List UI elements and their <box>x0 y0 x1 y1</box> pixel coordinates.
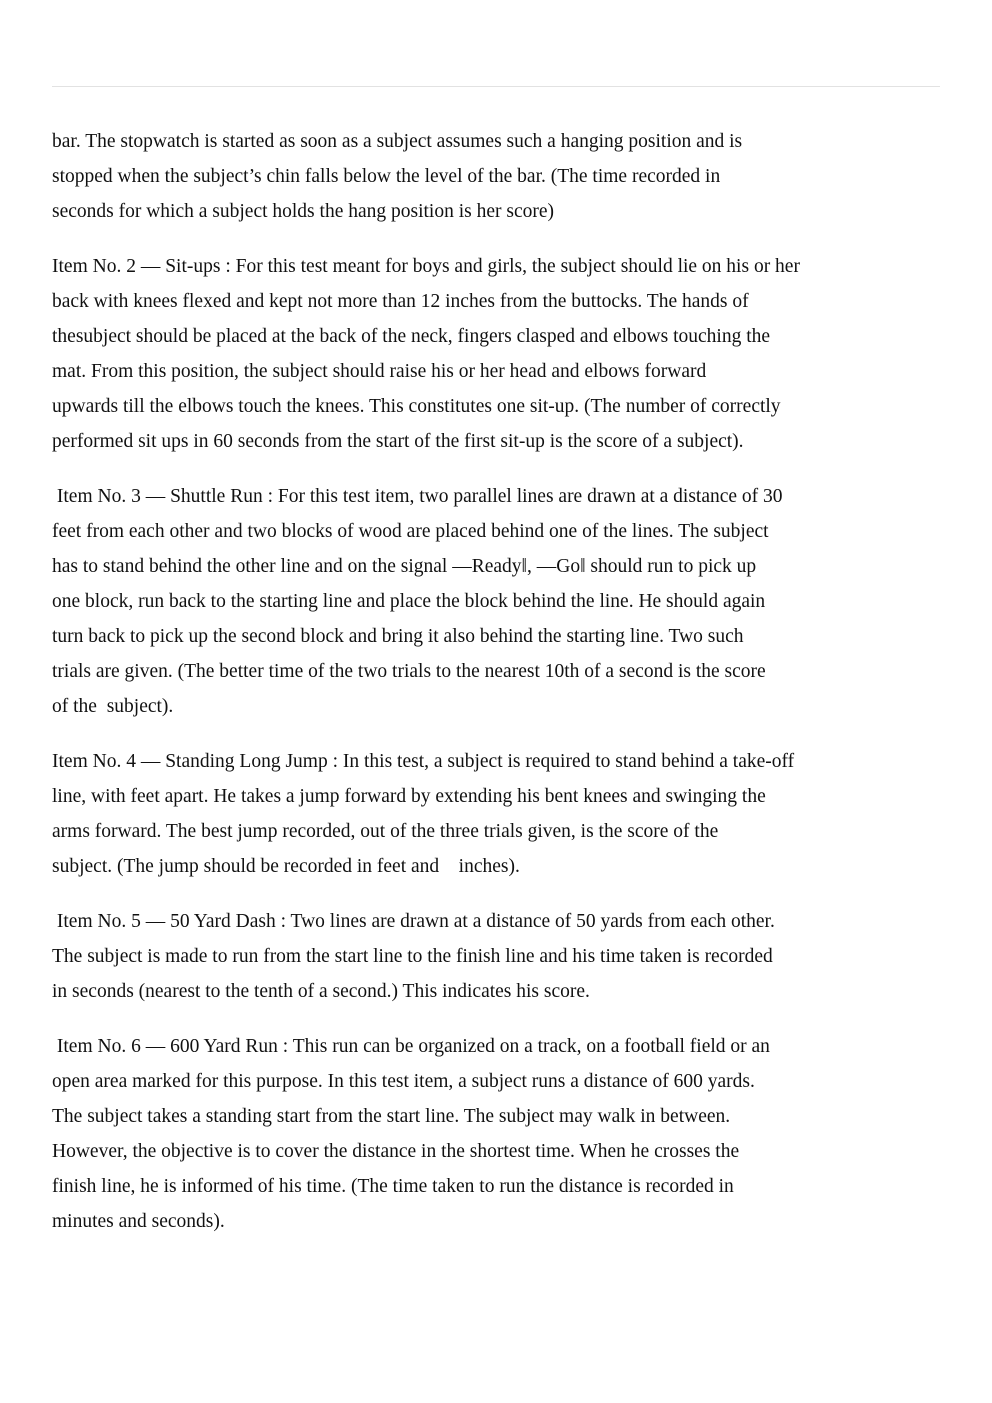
text-line: one block, run back to the starting line and place the block behind the line. He should again <box>52 591 766 612</box>
paragraph-600-yard-run <box>52 1029 942 1239</box>
text-line: Item No. 5 — 50 Yard Dash : Two lines are drawn at a distance of 50 yards from each other. <box>52 911 775 932</box>
text-line: Item No. 3 — Shuttle Run : For this test item, two parallel lines are drawn at a distance of 30 <box>52 486 783 507</box>
text-line: bar. The stopwatch is started as soon as a subject assumes such a hanging position and is <box>52 131 743 152</box>
text-line: However, the objective is to cover the distance in the shortest time. When he crosses the <box>52 1141 740 1162</box>
text-line: turn back to pick up the second block and bring it also behind the starting line. Two such <box>52 626 744 647</box>
text-line: subject. (The jump should be recorded in feet and inches). <box>52 856 520 877</box>
text-line: arms forward. The best jump recorded, out of the three trials given, is the score of the <box>52 821 719 842</box>
text-line: has to stand behind the other line and on the signal —Ready‖, —Go‖ should run to pick up <box>52 556 757 577</box>
document-body <box>52 124 942 1259</box>
paragraph-50-yard-dash <box>52 904 942 1009</box>
paragraph-shuttle-run <box>52 479 942 724</box>
text-line: Item No. 4 — Standing Long Jump : In this test, a subject is required to stand behind a take-off <box>52 751 795 772</box>
text-line: trials are given. (The better time of the two trials to the nearest 10th of a second is the score <box>52 661 766 682</box>
text-line: seconds for which a subject holds the hang position is her score) <box>52 201 555 222</box>
text-line: upwards till the elbows touch the knees. This constitutes one sit-up. (The number of correctly <box>52 396 781 417</box>
text-line: line, with feet apart. He takes a jump forward by extending his bent knees and swinging the <box>52 786 766 807</box>
text-line: performed sit ups in 60 seconds from the start of the first sit-up is the score of a subject). <box>52 431 744 452</box>
header-divider <box>52 86 940 87</box>
text-line: open area marked for this purpose. In this test item, a subject runs a distance of 600 yards. <box>52 1071 755 1092</box>
paragraph-standing-long-jump <box>52 744 942 884</box>
text-line: minutes and seconds). <box>52 1211 225 1232</box>
text-line: The subject is made to run from the start line to the finish line and his time taken is recorded <box>52 946 773 967</box>
text-line: mat. From this position, the subject should raise his or her head and elbows forward <box>52 361 707 382</box>
text-line: The subject takes a standing start from the start line. The subject may walk in between. <box>52 1106 731 1127</box>
text-line: back with knees flexed and kept not more than 12 inches from the buttocks. The hands of <box>52 291 749 312</box>
text-line: stopped when the subject’s chin falls below the level of the bar. (The time recorded in <box>52 166 721 187</box>
text-line: Item No. 2 — Sit-ups : For this test meant for boys and girls, the subject should lie on his or her <box>52 256 800 277</box>
text-line: in seconds (nearest to the tenth of a second.) This indicates his score. <box>52 981 590 1002</box>
paragraph-hang-test <box>52 124 942 229</box>
text-line: finish line, he is informed of his time. (The time taken to run the distance is recorded in <box>52 1176 734 1197</box>
text-line: Item No. 6 — 600 Yard Run : This run can be organized on a track, on a football field or an <box>52 1036 770 1057</box>
text-line: thesubject should be placed at the back of the neck, fingers clasped and elbows touching the <box>52 326 771 347</box>
text-line: feet from each other and two blocks of wood are placed behind one of the lines. The subject <box>52 521 769 542</box>
text-line: of the subject). <box>52 696 174 717</box>
paragraph-situps <box>52 249 942 459</box>
